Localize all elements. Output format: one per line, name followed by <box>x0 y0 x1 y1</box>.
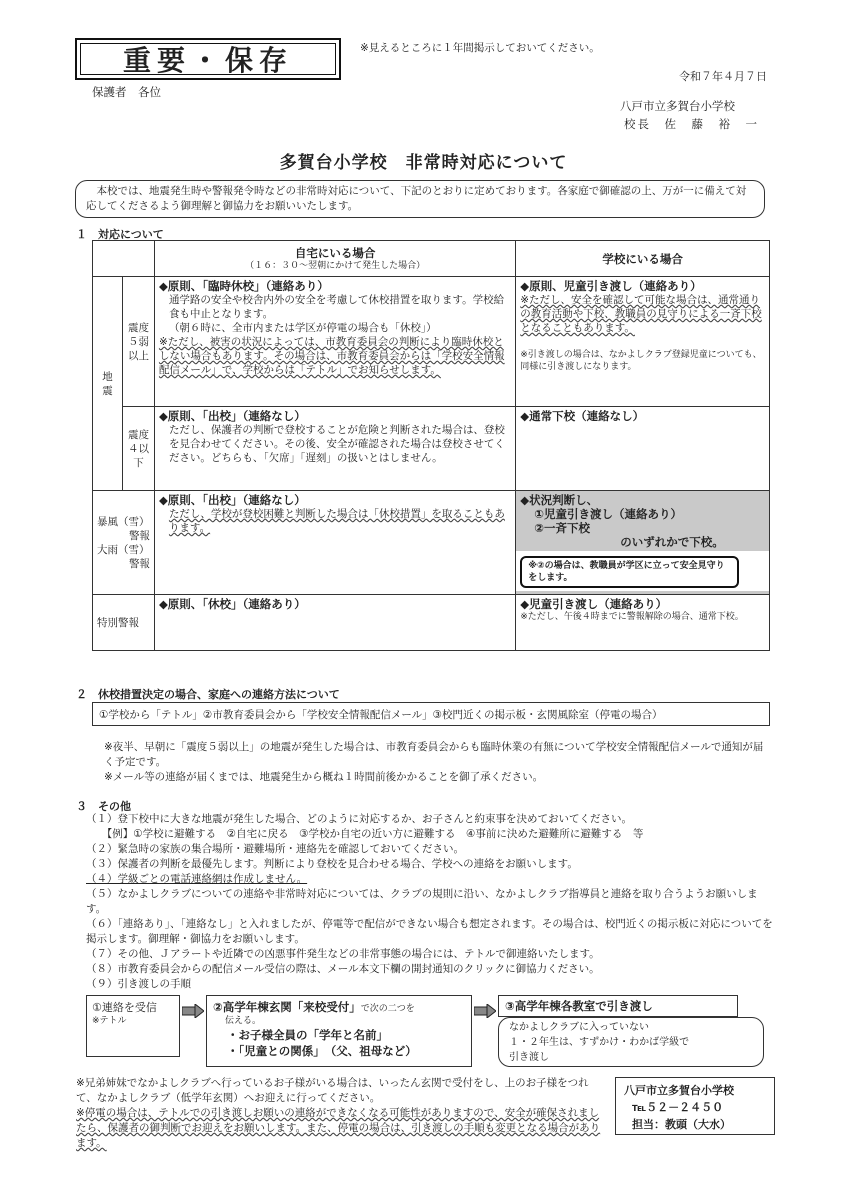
corner-cell <box>93 241 155 277</box>
response-table <box>92 240 770 651</box>
q4-home-cell <box>154 407 515 491</box>
q5-school-title: ◆原則、児童引き渡し（連絡あり） <box>520 279 702 293</box>
q5-school-note: ※ただし、安全を確認して可能な場合は、通常通りの教育活動や下校、教職員の見守りによる一斉下校となることもあります。 <box>520 294 762 334</box>
school-header-title: 学校にいる場合 <box>602 251 683 266</box>
q5-school-note2: ※引き渡しの場合は、なかよしクラブ登録児童についても、同様に引き渡しになります。 <box>520 350 762 372</box>
q5-home-body2: （朝６時に、全市内または学区が停電の場合も「休校」） <box>168 322 437 334</box>
special-label: 特別警報 <box>93 595 155 651</box>
special-home-title: ◆原則、「休校」（連絡あり） <box>158 597 306 611</box>
quake-label: 地震 <box>93 277 123 491</box>
page-title: 多賀台小学校 非常時対応について <box>279 153 568 173</box>
storm-school-opt1: ①児童引き渡し（連絡あり） <box>534 507 682 521</box>
contact-school: 八戸市立多賀台小学校 <box>624 1084 734 1097</box>
q4-label: 震度４以下 <box>122 407 154 491</box>
others-item: （２）緊急時の家族の集合場所・避難場所・連絡先を確認しておいてください。 <box>86 843 464 855</box>
storm-school-end: のいずれかで下校。 <box>620 535 724 549</box>
intro-box: 本校では、地震発生時や警報発令時などの非常時対応について、下記のとおりに定めております。各家庭で御確認の上、万が一に備えて対応してくださるよう御理解と御協力をお願いいたします。 <box>75 180 765 218</box>
q5-home-title: ◆原則、「臨時休校」（連絡あり） <box>158 279 329 293</box>
storm-home-title: ◆原則、「出校」（連絡なし） <box>158 493 306 507</box>
storm-label-4: 警報 <box>128 557 150 570</box>
others-item: （３）保護者の判断を最優先します。判断により登校を見合わせる場合、学校への連絡をお願いします。 <box>86 858 578 870</box>
q5-home-body: 通学路の安全や校舎内外の安全を考慮して休校措置を取ります。学校給食も中止となります。 <box>168 294 505 320</box>
storm-school-cell <box>516 491 770 595</box>
q5-school-cell <box>516 277 770 407</box>
flow-step-2-suffix: で次の二つを <box>360 1004 415 1014</box>
q4-home-body: ただし、保護者の判断で登校することが危険と判断された場合は、登校を見合わせてください。その後、安全が確認された場合は登校させてください。どちらも、「欠席」「遅刻」の扱いとはしません。 <box>168 424 505 464</box>
others-item: （８）市教育委員会からの配信メール受信の際は、メール本文下欄の開封通知のクリックに御協力ください。 <box>86 963 600 975</box>
flow-step-2-title: ②高学年棟玄関「来校受付」 <box>213 1000 361 1014</box>
flow-step-1-title: ①連絡を受信 <box>92 1001 157 1014</box>
storm-label-1: 暴風（雪） <box>97 515 150 528</box>
storm-label-2: 警報 <box>128 529 150 542</box>
school-header <box>516 241 770 277</box>
home-header-title: 自宅にいる場合 <box>294 245 376 260</box>
q4-home-title: ◆原則、「出校」（連絡なし） <box>158 409 306 423</box>
storm-callout: ※②の場合は、教職員が学区に立って安全見守りをします。 <box>520 556 739 588</box>
arrow-icon <box>474 1004 496 1018</box>
flow-step-2-sub: 伝える。 <box>225 1016 262 1026</box>
contact-methods: ①学校から「テトル」②市教育委員会から「学校安全情報配信メール」③校門近くの掲示板・玄関風除室（停電の場合） <box>92 702 770 726</box>
flow-step-1 <box>86 995 180 1057</box>
others-item: （９）引き渡しの手順 <box>86 978 191 990</box>
storm-school-opt2: ②一斉下校 <box>534 521 590 535</box>
flow-step-3-note <box>498 1017 764 1067</box>
q5-home-cell <box>154 277 515 407</box>
storm-label-3: 大雨（雪） <box>97 543 150 556</box>
others-item: （１）登下校中に大きな地震が発生した場合、どのように対応するか、お子さんと約束事を決めておいてください。 <box>86 813 632 825</box>
storm-home-note: ただし、学校が登校困難と判断した場合は「休校措置」を取ることもあります。 <box>168 508 505 534</box>
footnote-1: ※兄弟姉妹でなかよしクラブへ行っているお子様がいる場合は、いったん玄関で受付をし、上のお子様をつれて、なかよしクラブ（低学年玄関）へお迎えに行ってください。 <box>76 1077 589 1104</box>
flow-step-3 <box>498 995 738 1017</box>
others-item: （５）なかよしクラブについての連絡や非常時対応については、クラブの規則に沿い、なかよしクラブ指導員と連絡を取り合うようお願いします。 <box>86 888 758 915</box>
flow-step-2-b1: ・お子様全員の「学年と名前」 <box>227 1028 388 1042</box>
contact-person: 担当：教頭（大水） <box>632 1118 731 1131</box>
contact-box <box>615 1077 775 1135</box>
others-item: （４）学級ごとの電話連絡網は作成しません。 <box>86 873 308 885</box>
storm-school-title: ◆状況判断し、 <box>520 493 599 507</box>
footnote-2: ※停電の場合は、テトルでの引き渡しお願いの連絡ができなくなる可能性がありますので、安全が確保されましたら、保護者の御判断でお迎えをお願いします。また、停電の場合は、引き渡しの手順も変更となる場合があります。 <box>76 1107 601 1149</box>
special-school-note: ※ただし、午後４時までに警報解除の場合、通常下校。 <box>520 612 744 622</box>
flow-step-3-title: ③高学年棟各教室で引き渡し <box>505 999 653 1013</box>
section-1-heading: １ 対応について <box>76 228 164 241</box>
flow-step-3-l3: 引き渡し <box>509 1052 549 1063</box>
q4-school-cell <box>516 407 770 491</box>
contact-tel: ℡５２－２４５０ <box>632 1101 724 1114</box>
posting-note: ※見えるところに１年間掲示しておいてください。 <box>360 42 600 54</box>
others-item: （６）「連絡あり」、「連絡なし」と入れましたが、停電等で配信ができない場合も想定されます。その場合は、校門近くの掲示板に対応についてを掲示します。御理解・御協力をお願いします。 <box>86 918 773 945</box>
arrow-icon <box>182 1004 204 1018</box>
storm-home-cell <box>154 491 515 595</box>
important-badge <box>75 38 341 80</box>
storm-label <box>93 491 155 595</box>
q4-school-title: ◆通常下校（連絡なし） <box>520 409 645 423</box>
q5-home-note: ※ただし、被害の状況によっては、市教育委員会の判断により臨時休校としない場合もあります。その場合は、市教育委員会からは「学校安全情報配信メール」で、学校からは「テトル」でお知らせします。 <box>158 336 505 376</box>
flow-step-2-b2: ・「児童との関係」 （父、祖母など） <box>227 1044 417 1058</box>
principal-name: 校長 佐 藤 裕 一 <box>624 117 759 131</box>
section-2-heading: ２ 休校措置決定の場合、家庭への連絡方法について <box>76 688 340 701</box>
special-school-cell <box>516 595 770 651</box>
home-header <box>154 241 515 277</box>
others-list <box>86 812 776 992</box>
others-item: 【例】①学校に避難する ②自宅に戻る ③学校か自宅の近い方に避難する ④事前に決めた避難所に避難する 等 <box>86 828 644 840</box>
note-2b: ※メール等の連絡が届くまでは、地震発生から概ね１時間前後かかることを御了承ください。 <box>104 771 544 783</box>
flow-step-2 <box>206 995 472 1067</box>
home-header-sub: （１６：３０～翌朝にかけて発生した場合） <box>245 260 426 271</box>
school-name: 八戸市立多賀台小学校 <box>620 99 735 113</box>
special-home-cell <box>154 595 515 651</box>
note-2a: ※夜半、早朝に「震度５弱以上」の地震が発生した場合は、市教育委員会からも臨時休業の有無について学校安全情報配信メールで通知が届く予定です。 <box>104 741 764 768</box>
section-3-heading: ３ その他 <box>76 800 131 813</box>
others-item: （７）その他、Ｊアラートや近隣での凶悪事件発生などの非常事態の場合には、テトルで御連絡いたします。 <box>86 948 600 960</box>
flow-step-3-l2: １・２年生は、すずかけ・わかば学級で <box>509 1037 690 1048</box>
special-school-title: ◆児童引き渡し（連絡あり） <box>520 597 668 611</box>
addressee: 保護者 各位 <box>92 85 161 99</box>
date: 令和７年４月７日 <box>679 70 767 83</box>
badge-text: 重要・保存 <box>80 43 336 75</box>
q5-label: 震度５弱以上 <box>122 277 154 407</box>
flow-step-3-l1: なかよしクラブに入っていない <box>509 1022 649 1033</box>
flow-step-1-note: ※テトル <box>92 1016 127 1026</box>
